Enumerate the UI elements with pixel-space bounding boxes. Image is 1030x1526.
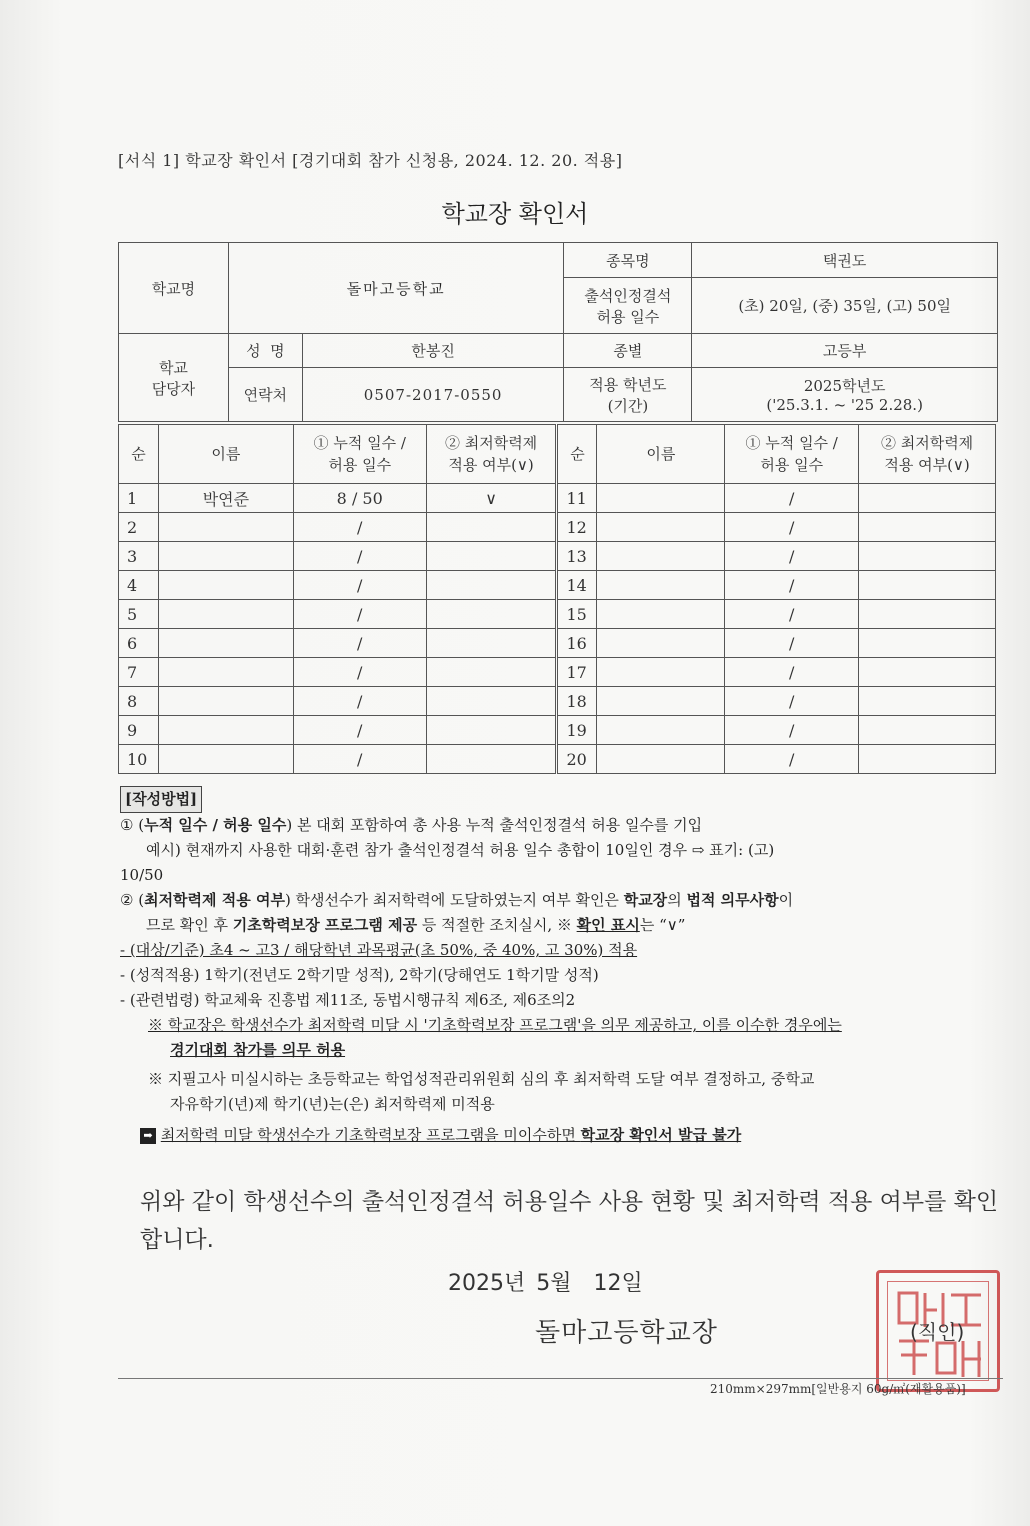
cell-days: /: [293, 571, 426, 600]
form-header: [서식 1] 학교장 확인서 [경기대회 참가 신청용, 2024. 12. 20. 적용]: [118, 151, 623, 170]
cell-no: 14: [557, 571, 597, 600]
table-row: [119, 745, 996, 774]
cell-name: 박연준: [158, 484, 293, 513]
cell-no: 4: [119, 571, 159, 600]
remark-principal-cont: 경기대회 참가를 의무 허용: [170, 1041, 346, 1059]
cell-min-level: [426, 571, 557, 600]
cell-no: 6: [119, 629, 159, 658]
cell-no: 12: [557, 513, 597, 542]
principal-name: 돌마고등학교장: [535, 1318, 718, 1348]
paper-size-note: 210mm×297mm[일반용지 60g/㎡(재활용품)]: [710, 1382, 966, 1396]
col-header-name: 이름: [158, 425, 293, 484]
cell-name: [597, 629, 725, 658]
remark-elementary-cont: 자유학기(년)제 학기(년)는(은) 최저학력제 미적용: [170, 1095, 495, 1113]
cell-no: 3: [119, 542, 159, 571]
allowed-days-label: 출석인정결석 허용 일수: [564, 278, 692, 334]
school-year-label: 적용 학년도 (기간): [564, 368, 692, 422]
cell-name: [597, 745, 725, 774]
cell-name: [158, 571, 293, 600]
issue-date: 2025년 5월 12일: [448, 1271, 643, 1296]
cell-name: [158, 687, 293, 716]
school-info-table: [118, 242, 998, 422]
cell-no: 7: [119, 658, 159, 687]
contact-phone-value: 0507-2017-0550: [302, 368, 564, 422]
cell-days: /: [725, 571, 859, 600]
allowed-days-value: (초) 20일, (중) 35일, (고) 50일: [692, 278, 998, 334]
cell-name: [158, 716, 293, 745]
contact-group-label: 학교 담당자: [119, 334, 229, 422]
cell-days: /: [725, 513, 859, 542]
cell-days: /: [725, 716, 859, 745]
cell-days: /: [293, 542, 426, 571]
cell-no: 11: [557, 484, 597, 513]
contact-phone-label: 연락처: [228, 368, 302, 422]
detail-grades: - (성적적용) 1학기(전년도 2학기말 성적), 2학기(당해연도 1학기말 성적): [120, 966, 599, 984]
cell-min-level: [859, 600, 996, 629]
student-roster-table: [118, 424, 996, 774]
school-year-value: 2025학년도 ('25.3.1. ~ '25 2.28.): [692, 368, 998, 422]
sport-value: 택권도: [692, 243, 998, 278]
note-1: ① (누적 일수 / 허용 일수) 본 대회 포함하여 총 사용 누적 출석인정결석 허용 일수를 기입: [120, 816, 703, 834]
col-header-days: ① 누적 일수 / 허용 일수: [293, 425, 426, 484]
cell-name: [597, 513, 725, 542]
cell-name: [597, 484, 725, 513]
table-row: [119, 571, 996, 600]
cell-min-level: [426, 513, 557, 542]
col-header-name-right: 이름: [597, 425, 725, 484]
cell-name: [158, 745, 293, 774]
cell-min-level: [859, 513, 996, 542]
cell-min-level: [859, 687, 996, 716]
arrow-box-icon: ➡: [140, 1128, 156, 1144]
division-label: 종별: [564, 334, 692, 368]
cell-no: 1: [119, 484, 159, 513]
cell-min-level: [426, 658, 557, 687]
table-row: [119, 513, 996, 542]
remark-principal: ※ 학교장은 학생선수가 최저학력 미달 시 '기초학력보장 프로그램'을 의무 제공하고, 이를 이수한 경우에는: [148, 1016, 842, 1034]
cell-min-level: ∨: [426, 484, 557, 513]
instructions-label: [작성방법]: [120, 786, 202, 813]
cell-min-level: [859, 571, 996, 600]
contact-name-value: 한봉진: [302, 334, 564, 368]
cell-days: 8 / 50: [293, 484, 426, 513]
col-header-min-level-right: ② 최저학력제 적용 여부(∨): [859, 425, 996, 484]
detail-target: - (대상/기준) 초4 ~ 고3 / 해당학년 과목평균(초 50%, 중 40%, 고 30%) 적용: [120, 941, 638, 959]
cell-min-level: [859, 745, 996, 774]
cell-no: 10: [119, 745, 159, 774]
cell-name: [158, 542, 293, 571]
cell-min-level: [426, 716, 557, 745]
cell-min-level: [426, 542, 557, 571]
cell-days: /: [293, 513, 426, 542]
cell-min-level: [426, 629, 557, 658]
cell-no: 2: [119, 513, 159, 542]
cell-days: /: [725, 484, 859, 513]
confirmation-statement: 위와 같이 학생선수의 출석인정결석 허용일수 사용 현황 및 최저학력 적용 여부를 확인합니다.: [140, 1189, 999, 1253]
division-value: 고등부: [692, 334, 998, 368]
cell-min-level: [859, 629, 996, 658]
col-header-no: 순: [119, 425, 159, 484]
roster-header-row: [119, 425, 996, 484]
cell-days: /: [725, 542, 859, 571]
cell-min-level: [859, 658, 996, 687]
cell-no: 18: [557, 687, 597, 716]
school-name-value: 돌마고등학교: [228, 243, 564, 334]
cell-days: /: [725, 600, 859, 629]
footer-divider: [118, 1378, 1003, 1379]
table-row: [119, 629, 996, 658]
cell-name: [597, 600, 725, 629]
cell-no: 17: [557, 658, 597, 687]
table-row: [119, 484, 996, 513]
col-header-no-right: 순: [557, 425, 597, 484]
contact-name-label: 성 명: [228, 334, 302, 368]
cell-name: [158, 629, 293, 658]
note-2-cont: 므로 확인 후 기초학력보장 프로그램 제공 등 적절한 조치실시, ※ 확인 표시는 “∨”: [146, 916, 686, 934]
detail-law: - (관련법령) 학교체육 진흥법 제11조, 동법시행규칙 제6조, 제6조의2: [120, 991, 576, 1009]
cell-days: /: [293, 629, 426, 658]
table-row: [119, 658, 996, 687]
cell-min-level: [859, 484, 996, 513]
cell-name: [158, 513, 293, 542]
cell-days: /: [293, 600, 426, 629]
cell-no: 20: [557, 745, 597, 774]
cell-min-level: [859, 542, 996, 571]
cell-days: /: [293, 716, 426, 745]
table-row: [119, 600, 996, 629]
cell-min-level: [426, 745, 557, 774]
cell-name: [158, 658, 293, 687]
document-title: 학교장 확인서: [441, 200, 589, 228]
instructions-section: [120, 786, 995, 1148]
cell-no: 19: [557, 716, 597, 745]
table-row: [119, 716, 996, 745]
sport-label: 종목명: [564, 243, 692, 278]
cell-days: /: [293, 687, 426, 716]
cell-days: /: [725, 658, 859, 687]
remark-elementary: ※ 지필고사 미실시하는 초등학교는 학업성적관리위원회 심의 후 최저학력 도달 여부 결정하고, 중학교: [148, 1070, 815, 1088]
table-row: [119, 542, 996, 571]
cell-days: /: [725, 687, 859, 716]
cell-no: 5: [119, 600, 159, 629]
cell-days: /: [293, 745, 426, 774]
cell-no: 13: [557, 542, 597, 571]
cell-days: /: [725, 745, 859, 774]
note-1-example-cont: 10/50: [120, 866, 164, 884]
school-name-label: 학교명: [119, 243, 229, 334]
cell-name: [158, 600, 293, 629]
cell-min-level: [426, 687, 557, 716]
note-2: ② (최저학력제 적용 여부) 학생선수가 최저학력에 도달하였는지 여부 확인은 학교장의 법적 의무사항이: [120, 891, 794, 909]
cell-days: /: [725, 629, 859, 658]
cell-no: 8: [119, 687, 159, 716]
cell-name: [597, 687, 725, 716]
cell-min-level: [426, 600, 557, 629]
cell-name: [597, 658, 725, 687]
cell-no: 16: [557, 629, 597, 658]
cell-name: [597, 571, 725, 600]
cell-no: 9: [119, 716, 159, 745]
note-1-example: 예시) 현재까지 사용한 대회·훈련 참가 출석인정결석 허용 일수 총합이 10일인 경우 ⇨ 표기: (고): [146, 841, 775, 859]
cell-days: /: [293, 658, 426, 687]
table-row: [119, 687, 996, 716]
cell-name: [597, 716, 725, 745]
col-header-min-level: ② 최저학력제 적용 여부(∨): [426, 425, 557, 484]
col-header-days-right: ① 누적 일수 / 허용 일수: [725, 425, 859, 484]
cell-name: [597, 542, 725, 571]
cell-no: 15: [557, 600, 597, 629]
cell-min-level: [859, 716, 996, 745]
warning-line: ➡ 최저학력 미달 학생선수가 기초학력보장 프로그램을 미이수하면 학교장 확인서 발급 불가: [120, 1123, 995, 1148]
seal-label: (직인): [910, 1320, 965, 1344]
